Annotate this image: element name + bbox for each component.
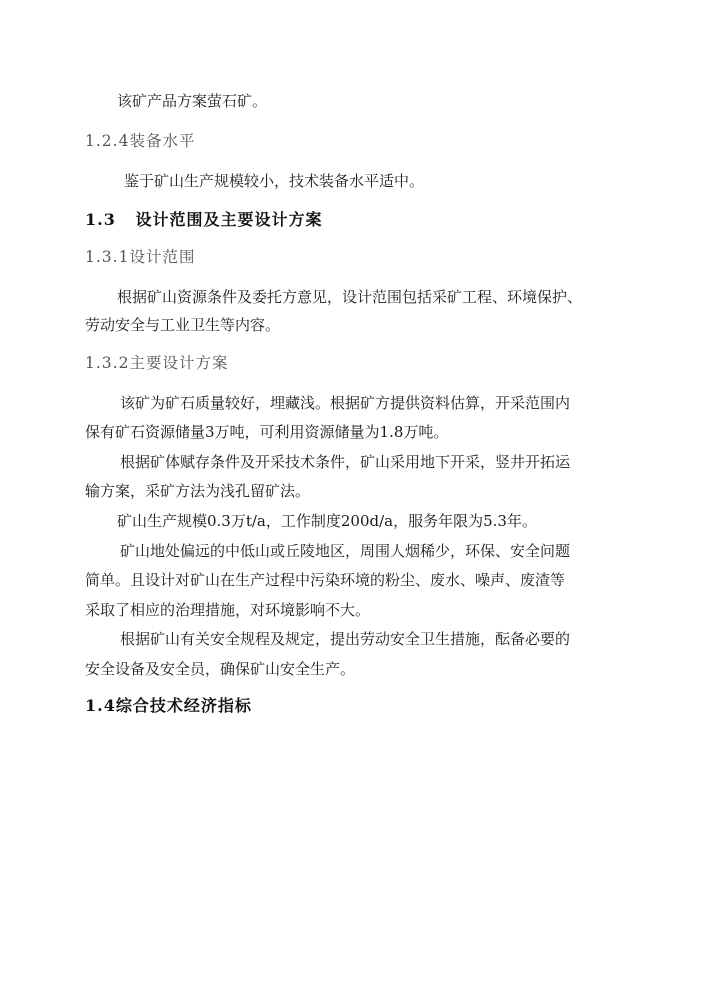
scope-paragraph-line2: 劳动安全与工业卫生等内容。	[85, 316, 281, 334]
plan-paragraph3: 矿山生产规模0.3万t/a，工作制度200d/a，服务年限为5.3年。	[117, 512, 537, 530]
plan-paragraph4-line2: 简单。且设计对矿山在生产过程中污染环境的粉尘、废水、噪声、废渣等	[85, 571, 566, 589]
plan-paragraph5-line2: 安全设备及安全员，确保矿山安全生产。	[85, 660, 356, 678]
equipment-paragraph: 鉴于矿山生产规模较小，技术装备水平适中。	[124, 172, 425, 190]
plan-paragraph5-line1: 根据矿山有关安全规程及规定，提出劳动安全卫生措施，酝备必要的	[120, 630, 571, 648]
plan-paragraph4-line1: 矿山地处偏远的中低山或丘陵地区，周围人烟稀少，环保、安全问题	[120, 542, 571, 560]
plan-paragraph1-line2: 保有矿石资源储量3万吨，可利用资源储量为1.8万吨。	[85, 423, 449, 441]
heading-main-design-plan: 1.3.2主要设计方案	[85, 354, 229, 372]
plan-paragraph2-line2: 输方案，采矿方法为浅孔留矿法。	[85, 482, 311, 500]
heading-equipment-level: 1.2.4装备水平	[85, 132, 196, 150]
heading-technical-economic-indicators: 1.4综合技术经济指标	[85, 696, 252, 715]
heading-design-scope: 1.3.1设计范围	[85, 248, 196, 266]
heading-design-scope-main: 1.3 设计范围及主要设计方案	[85, 210, 323, 229]
plan-paragraph2-line1: 根据矿体赋存条件及开采技术条件，矿山采用地下开采，竖井开拓运	[120, 453, 571, 471]
product-paragraph: 该矿产品方案萤石矿。	[117, 92, 268, 110]
scope-paragraph-line1: 根据矿山资源条件及委托方意见，设计范围包括采矿工程、环境保护、	[117, 288, 583, 306]
plan-paragraph1-line1: 该矿为矿石质量较好，埋藏浅。根据矿方提供资料估算，开采范围内	[120, 394, 571, 412]
plan-paragraph4-line3: 采取了相应的治理措施，对环境影响不大。	[85, 601, 371, 619]
